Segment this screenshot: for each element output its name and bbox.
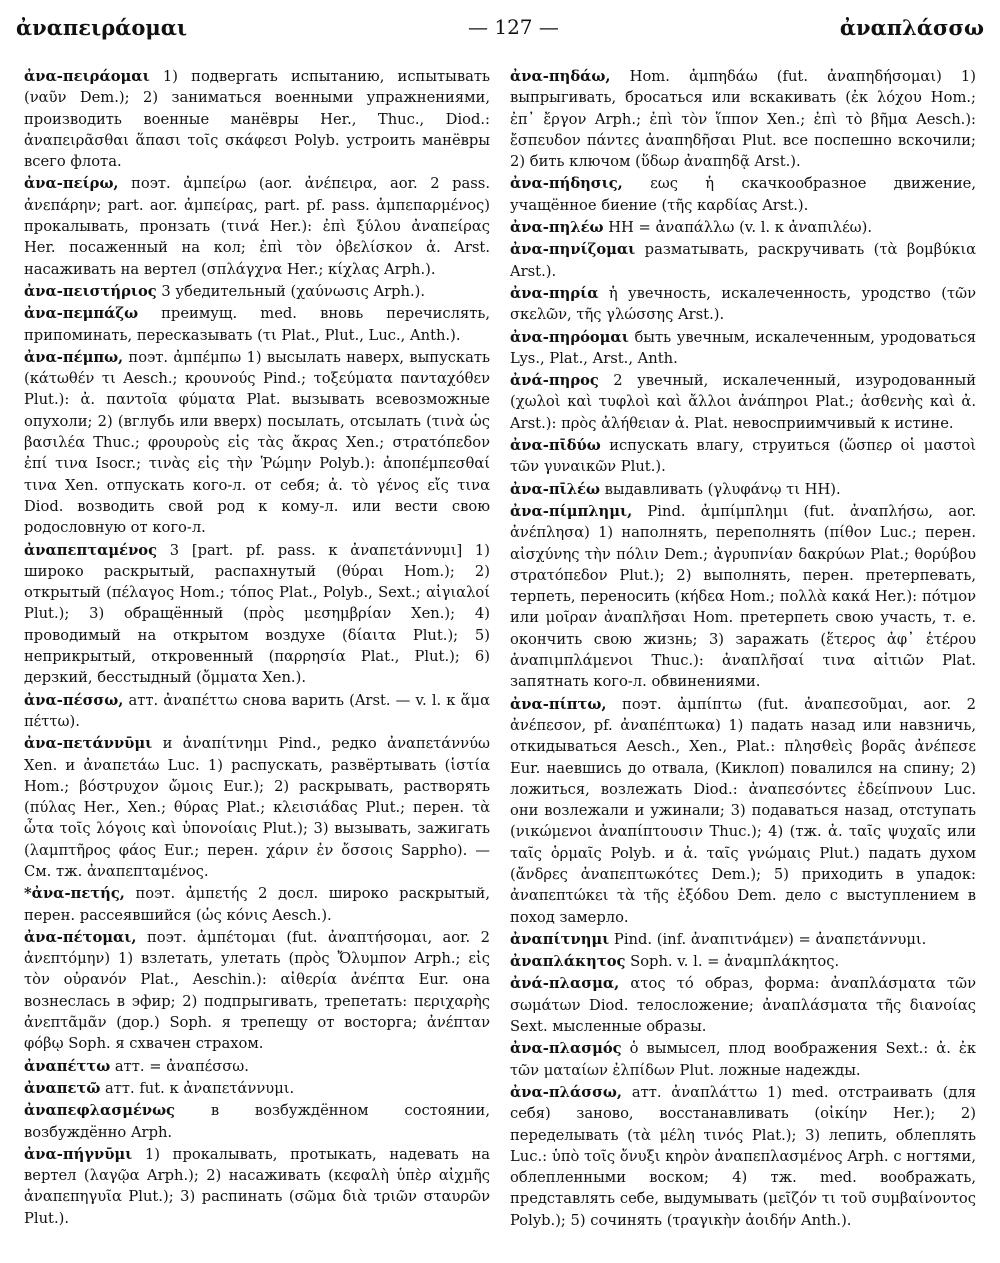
dictionary-entry: ἀνα-πείρω, поэт. ἀμπείρω (aor. ἀνέπειρα, aor. 2 pass. ἀνεπάρην; part. aor. ἀμπείρας, part. pf. pass. ἀμπεπαρμένος) прокалывать, пронзать (τινά Her.): ἐπὶ ξύλου ἀναπείρας Her. посаженный на кол; ἐπὶ τὸν ὀβελίσκον ἀ. Arst. насаживать на вертел (σπλάγχνα Her.; κίχλας Arph.). xyxy=(24,175,490,278)
headword: ἀνα-πῑδύω xyxy=(510,437,601,455)
headword: ἀνα-πῑλέω xyxy=(510,480,600,498)
headword: ἀνα-πεμπάζω xyxy=(24,305,139,323)
dictionary-entry: ἀνα-πίμπλημι, Pind. ἀμπίμπλημι (fut. ἀναπλήσω, aor. ἀνέπλησα) 1) наполнять, переполнять (πίθον Luc.; перен. αἰσχύνης τὴν πόλιν Dem.; ἀγρυπνίαν δακρύων Plat.; θορύβου στρατόπεδον Plut.); 2) выполнять, перен. претерпевать, терпеть, переносить (κήδεα Hom.; πολλὰ κακά Her.): πότμον или μοῖραν ἀναπλῆσαι Hom. претерпеть свою участь, т. е. окончить свою жизнь; 3) заражать (ἕτερος ἀφ᾽ ἑτέρου ἀναπιμπλάμενοι Thuc.): ἀναπλῆσαί τινα αἰτιῶν Plat. запятнать кого-л. обвинениями. xyxy=(510,502,976,691)
dictionary-entry: ἀναπλάκητος Soph. v. l. = ἀναμπλάκητος. xyxy=(510,953,840,971)
dictionary-entry: ἀνά-πηρος 2 увечный, искалеченный, изуродованный (χωλοὶ καὶ τυφλοὶ καὶ ἄλλοι ἀνάπηροι Plat.; ἀσθενὴς καὶ ἀ. Arst.): πρὸς ἀλήθειαν ἀ. Plat. невосприимчивый к истине. xyxy=(510,372,976,432)
dictionary-entry: ἀνα-πηρία ἡ увечность, искалеченность, уродство (τῶν σκελῶν, τῆς γλώσσης Arst.). xyxy=(510,284,976,324)
headword: ἀναπεπταμένος xyxy=(24,541,158,559)
headword: ἀνα-πήγνῡμι xyxy=(24,1145,133,1163)
dictionary-entry: ἀνα-πειράομαι 1) подвергать испытанию, испытывать (ναῦν Dem.); 2) заниматься военными упражнениями, производить военные манёвры Her., Thuc., Diod.: ἀναπειρᾶσθαι ἅπασι τοῖς σκάφεσι Polyb. устроить манёвры всего флота. xyxy=(24,68,490,171)
headword: ἀνά-πλασμα, xyxy=(510,975,620,993)
headword: *ἀνα-πετής, xyxy=(24,885,125,903)
headword: ἀνα-πηνίζομαι xyxy=(510,241,636,259)
dictionary-entry: ἀνά-πλασμα, ατος τό образ, форма: ἀναπλάσματα τῶν σωμάτων Diod. телосложение; ἀναπλάσματα τῆς διανοίας Sext. мысленные образы. xyxy=(510,975,976,1036)
headword: ἀνα-πέσσω, xyxy=(24,691,124,709)
dictionary-entry: ἀνα-πίπτω, поэт. ἀμπίπτω (fut. ἀναπεσοῦμαι, aor. 2 ἀνέπεσον, pf. ἀναπέπτωκα) 1) падать назад или навзничь, откидываться Aesch., Xen., Plat.: πλησθεὶς βορᾶς ἀνέπεσε Eur. наевшись до отвала, (Киклоп) повалился на спину; 2) ложиться, возлежать Diod.: ἀναπεσόντες ἐδείπνουν Luc. они возлежали и ужинали; 3) подаваться назад, отступать (νικώμενοι ἀναπίπτουσιν Thuc.); 4) (тж. ἀ. ταῖς ψυχαῖς или ταῖς ὁρμαῖς Polyb. и ἀ. ταῖς γνώμαις Plut.) падать духом (ἄνδρες ἀναπεπτωκότες Dem.); 5) приходить в упадок: ἀναπεπτώκει τὰ τῆς ἐξόδου Dem. дело с выступлением в поход замерло. xyxy=(510,695,976,926)
headword: ἀνα-πειράομαι xyxy=(24,68,150,85)
dictionary-entry: ἀνα-πήδησις, εως ἡ скачкообразное движение, учащённое биение (τῆς καρδίας Arst.). xyxy=(510,175,976,214)
dictionary-entry: ἀνα-πηρόομαι быть увечным, искалеченным, уродоваться Lys., Plat., Arst., Anth. xyxy=(510,328,976,367)
headword: ἀνα-πηδάω, xyxy=(510,68,611,85)
headword: ἀνα-πετάννῡμι xyxy=(24,735,153,753)
dictionary-entry: ἀναπέττω атт. = ἀναπέσσω. xyxy=(24,1057,249,1075)
dictionary-entry: ἀναπεπταμένος 3 [part. pf. pass. к ἀναπετάννυμι] 1) широко раскрытый, распахнутый (θύραι Hom.); 2) открытый (πέλαγος Hom.; τόπος Plat., Polyb., Sext.; αἰγιαλοί Plut.); 3) обращённый (πρὸς μεσημβρίαν Xen.); 4) проводимый на открытом воздухе (δίαιτα Plut.); 5) неприкрытый, откровенный (παρρησία Plat., Plut.); 6) дерзкий, бесстыдный (ὄμματα Xen.). xyxy=(24,541,490,687)
page-header xyxy=(16,10,984,44)
dictionary-entry: ἀνα-πῑλέω выдавливать (γλυφάνῳ τι НН). xyxy=(510,480,841,498)
headword: ἀνα-πέμπω, xyxy=(24,348,124,366)
dictionary-entry: ἀνα-πλασμός ὁ вымысел, плод воображения Sext.: ἀ. ἐκ τῶν ματαίων ἐλπίδων Plut. ложные надежды. xyxy=(510,1040,976,1079)
dictionary-entry: ἀνα-πετάννῡμι и ἀναπίτνημι Pind., редко ἀναπετάννύω Xen. и ἀναπετάω Luc. 1) распускать, развёртывать (ἱστία Hom.; βόστρυχον ὤμοις Eur.); 2) раскрывать, растворять (πύλας Her., Xen.; θύρας Plat.; κλεισιάδας Plut.; перен. τὰ ὦτα τοῖς λόγοις καὶ ὑπονοίαις Plut.); 3) вызывать, зажигать (λαμπτῆρος φάος Eur.; перен. χάριν ἐν ὄσσοις Sappho). — См. тж. ἀναπεπταμένος. xyxy=(24,735,490,880)
right-column xyxy=(510,66,976,1232)
dictionary-entry: ἀνα-πήγνῡμι 1) прокалывать, протыкать, надевать на вертел (λαγῷα Arph.); 2) насаживать (κεφαλὴ ὑπὲρ αἰχμῆς ἀναπεπηγυῖα Plut.); 3) распинать (σῶμα διὰ τριῶν σταυρῶν Plut.). xyxy=(24,1145,490,1227)
dictionary-entry: ἀνα-πλάσσω, атт. ἀναπλάττω 1) med. отстраивать (для себя) заново, восстанавливать (οἰκίην Her.); 2) переделывать (τὰ μέλη τινός Plat.); 3) лепить, облеплять Luc.: ὑπὸ τοῖς ὄνυξι κηρὸν ἀναπεπλασμένος Arph. с ногтями, облепленными воском; 4) тж. med. воображать, представлять себе, выдумывать (μεῖζόν τι τοῦ συμβαίνοντος Polyb.); 5) сочинять (τραγικὴν ἀοιδήν Anth.). xyxy=(510,1083,976,1229)
headword: ἀνα-πλάσσω, xyxy=(510,1083,622,1101)
headword: ἀνα-πειστήριος xyxy=(24,282,157,300)
dictionary-entry: ἀνα-πηλέω НН = ἀναπάλλω (v. l. к ἀναπιλέω). xyxy=(510,219,873,237)
dictionary-entry: ἀνα-πηδάω, Hom. ἀμπηδάω (fut. ἀναπηδήσομαι) 1) выпрыгивать, бросаться или вскакивать (ἐκ λόχου Hom.; ἐπ᾽ ἔργον Arph.; ἐπὶ τὸν ἵππον Xen.; ἐπὶ τὸ βῆμα Aesch.): ἔσπευδον πάντες ἀναπηδῆσαι Plut. все поспешно вскочили; 2) бить ключом (ὕδωρ ἀναπηδᾷ Arst.). xyxy=(510,68,976,171)
headword: ἀναπλάκητος xyxy=(510,953,626,971)
dictionary-entry: ἀνα-πέμπω, поэт. ἀμπέμπω 1) высылать наверх, выпускать (κάτωθέν τι Aesch.; κρουνούς Pind.; τοξεύματα πανταχόθεν Plut.): ἀ. παντοῖα φύματα Plat. вызывать всевозможные опухоли; 2) (вглубь или вверх) посылать, отсылать (τινὰ ὡς βασιλέα Thuc.; φρουροὺς εἰς τὰς ἄκρας Xen.; στρατόπεδον ἐπί τινα Isocr.; τινὰς εἰς τὴν Ῥώμην Polyb.): ἀποπέμπεσθαί τινα Xen. отпускать кого-л. от себя; ἀ. τὸ γένος εἴς τινα Diod. возводить свой род к кому-л. или вести свою родословную от кого-л. xyxy=(24,348,490,537)
dictionary-entry: *ἀνα-πετής, поэт. ἀμπετής 2 досл. широко раскрытый, перен. рассеявшийся (ὡς κόνις Aesch.). xyxy=(24,885,490,924)
headword: ἀνα-πείρω, xyxy=(24,175,119,193)
headword: ἀνα-πηλέω xyxy=(510,219,604,237)
headword: ἀνα-πίμπλημι, xyxy=(510,502,633,520)
headword: ἀνά-πηρος xyxy=(510,372,599,390)
headword: ἀνα-πηρόομαι xyxy=(510,328,629,346)
dictionary-entry: ἀνα-πεμπάζω преимущ. med. вновь перечислять, припоминать, пересказывать (τι Plat., Plut., Luc., Anth.). xyxy=(24,305,490,344)
dictionary-entry: ἀνα-πηνίζομαι разматывать, раскручивать (τὰ βομβύκια Arst.). xyxy=(510,241,976,280)
dictionary-entry: ἀνα-πῑδύω испускать влагу, струиться (ὥσπερ οἱ μαστοὶ τῶν γυναικῶν Plut.). xyxy=(510,437,976,476)
page-number: — 127 — xyxy=(468,15,559,39)
headword: ἀνα-πηρία xyxy=(510,284,599,302)
headword: ἀνα-πίπτω, xyxy=(510,695,607,713)
dictionary-entry: ἀναπεφλασμένως в возбуждённом состоянии, возбуждённо Arph. xyxy=(24,1102,490,1141)
dictionary-entry: ἀναπετῶ атт. fut. к ἀναπετάννυμι. xyxy=(24,1079,295,1097)
headword: ἀναπετῶ xyxy=(24,1079,101,1097)
headword: ἀνα-πέτομαι, xyxy=(24,928,137,946)
dictionary-entry: ἀνα-πέσσω, атт. ἀναπέττω снова варить (Arst. — v. l. к ἅμα πέττω). xyxy=(24,691,490,730)
running-head-left: ἀναπειράομαι xyxy=(16,14,188,40)
headword: ἀνα-πήδησις, xyxy=(510,175,623,193)
running-head-right: ἀναπλάσσω xyxy=(839,14,984,40)
headword: ἀνα-πλασμός xyxy=(510,1040,622,1058)
dictionary-entry: ἀναπίτνημι Pind. (inf. ἀναπιτνάμεν) = ἀναπετάννυμι. xyxy=(510,930,927,948)
dictionary-entry: ἀνα-πέτομαι, поэт. ἀμπέτομαι (fut. ἀναπτήσομαι, aor. 2 ἀνεπτόμην) 1) взлетать, улетать (πρὸς Ὄλυμπον Arph.; εἰς τὸν οὐρανόν Plat., Aeschin.): αἰθερία ἀνέπτα Eur. она вознеслась в эфир; 2) подпрыгивать, трепетать: περιχαρὴς ἀνεπτᾶμᾶν (дор.) Soph. я трепещу от восторга; ἀνέπταν φόβῳ Soph. я схвачен страхом. xyxy=(24,928,490,1053)
headword: ἀναπεφλασμένως xyxy=(24,1102,175,1120)
dictionary-entry: ἀνα-πειστήριος 3 убедительный (χαύνωσις Arph.). xyxy=(24,282,426,300)
headword: ἀναπίτνημι xyxy=(510,930,610,948)
headword: ἀναπέττω xyxy=(24,1057,111,1075)
left-column xyxy=(24,66,490,1230)
